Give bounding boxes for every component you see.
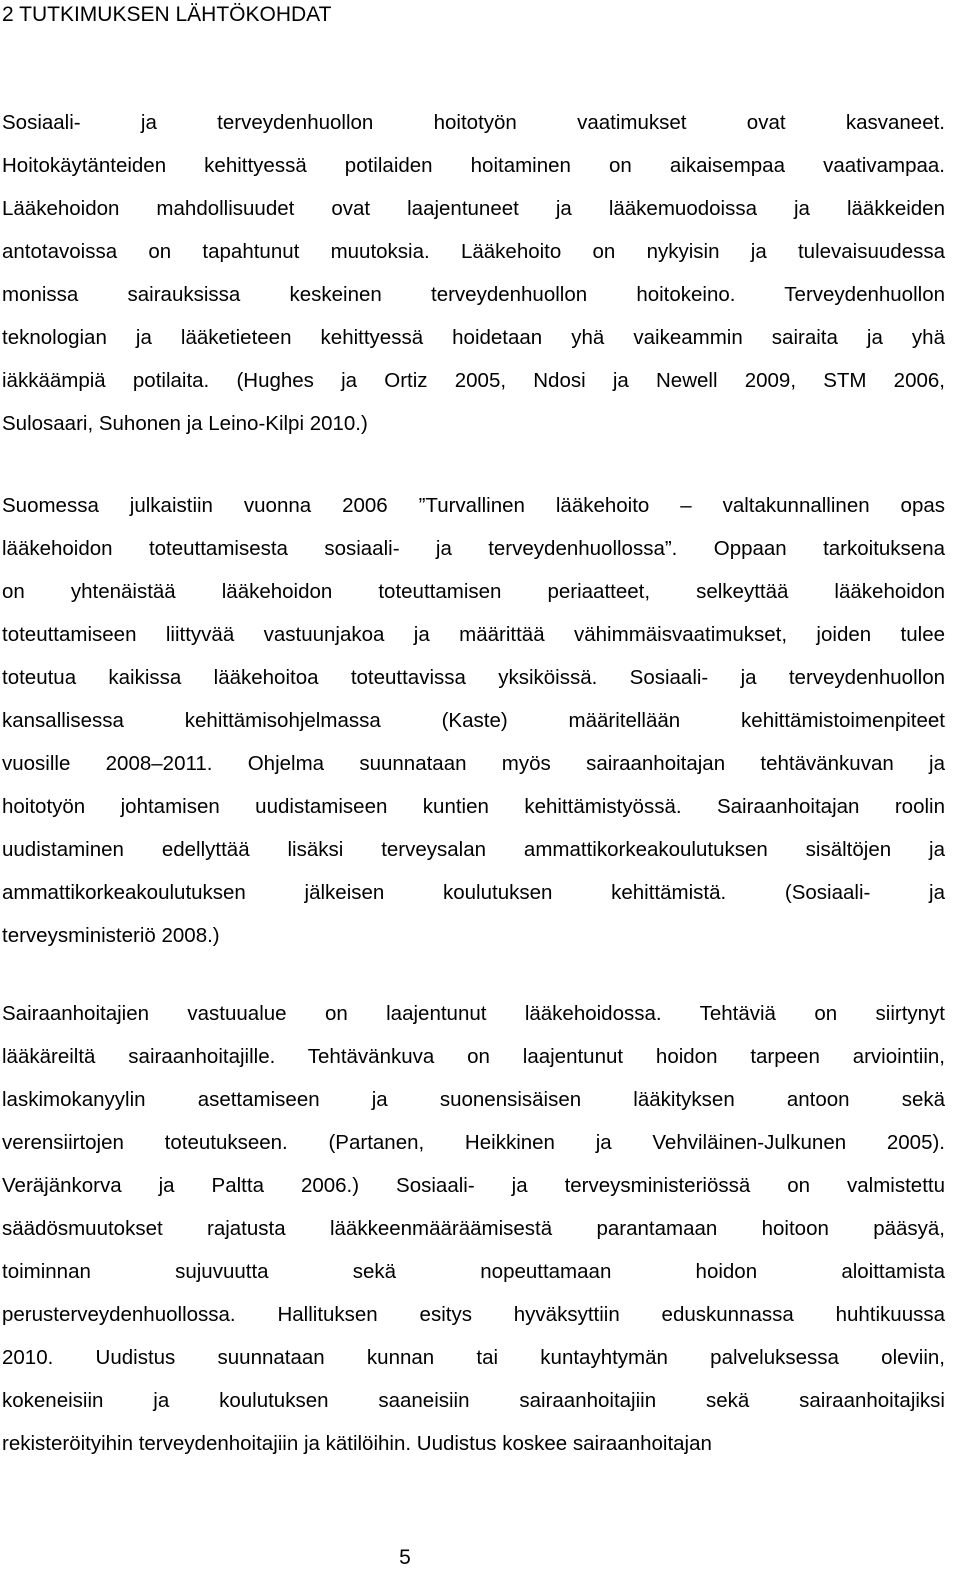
text-line: rekisteröityihin terveydenhoitajiin ja kätilöihin. Uudistus koskee sairaanhoitajan	[2, 1432, 712, 1455]
text-line: kansallisessa kehittämisohjelmassa (Kaste) määritellään kehittämistoimenpiteet	[2, 709, 945, 732]
text-line: toteutua kaikissa lääkehoitoa toteuttavissa yksiköissä. Sosiaali- ja terveydenhuollon	[2, 666, 945, 689]
text-line: kokeneisiin ja koulutuksen saaneisiin sairaanhoitajiin sekä sairaanhoitajiksi	[2, 1389, 945, 1412]
text-line: terveysministeriö 2008.)	[2, 924, 220, 947]
text-line: laskimokanyylin asettamiseen ja suonensisäisen lääkityksen antoon sekä	[2, 1088, 945, 1111]
paragraph-2	[2, 484, 945, 957]
text-line: Sosiaali- ja terveydenhuollon hoitotyön vaatimukset ovat kasvaneet.	[2, 111, 945, 134]
text-line: Sairaanhoitajien vastuualue on laajentunut lääkehoidossa. Tehtäviä on siirtynyt	[2, 1002, 945, 1025]
text-line: lääkäreiltä sairaanhoitajille. Tehtävänkuva on laajentunut hoidon tarpeen arviointiin,	[2, 1045, 945, 1068]
text-line: on yhtenäistää lääkehoidon toteuttamisen periaatteet, selkeyttää lääkehoidon	[2, 580, 945, 603]
text-line: toiminnan sujuvuutta sekä nopeuttamaan hoidon aloittamista	[2, 1260, 945, 1283]
text-line: ammattikorkeakoulutuksen jälkeisen koulutuksen kehittämistä. (Sosiaali- ja	[2, 881, 945, 904]
text-line: säädösmuutokset rajatusta lääkkeenmääräämisestä parantamaan hoitoon pääsyä,	[2, 1217, 945, 1240]
text-line: teknologian ja lääketieteen kehittyessä hoidetaan yhä vaikeammin sairaita ja yhä	[2, 326, 945, 349]
text-line: monissa sairauksissa keskeinen terveydenhuollon hoitokeino. Terveydenhuollon	[2, 283, 945, 306]
text-line: antotavoissa on tapahtunut muutoksia. Lääkehoito on nykyisin ja tulevaisuudessa	[2, 240, 945, 263]
page-number: 5	[399, 1546, 411, 1569]
text-line: vuosille 2008–2011. Ohjelma suunnataan myös sairaanhoitajan tehtävänkuvan ja	[2, 752, 945, 775]
text-line: verensiirtojen toteutukseen. (Partanen, Heikkinen ja Vehviläinen-Julkunen 2005).	[2, 1131, 945, 1154]
text-line: iäkkäämpiä potilaita. (Hughes ja Ortiz 2005, Ndosi ja Newell 2009, STM 2006,	[2, 369, 945, 392]
section-heading: 2 TUTKIMUKSEN LÄHTÖKOHDAT	[2, 3, 332, 26]
text-line: Veräjänkorva ja Paltta 2006.) Sosiaali- ja terveysministeriössä on valmistettu	[2, 1174, 945, 1197]
text-line: uudistaminen edellyttää lisäksi terveysalan ammattikorkeakoulutuksen sisältöjen ja	[2, 838, 945, 861]
text-line: 2010. Uudistus suunnataan kunnan tai kuntayhtymän palveluksessa oleviin,	[2, 1346, 945, 1369]
paragraph-1	[2, 101, 945, 445]
text-line: toteuttamiseen liittyvää vastuunjakoa ja määrittää vähimmäisvaatimukset, joiden tulee	[2, 623, 945, 646]
paragraph-3	[2, 992, 945, 1465]
text-line: Suomessa julkaistiin vuonna 2006 ”Turvallinen lääkehoito – valtakunnallinen opas	[2, 494, 945, 517]
text-line: Lääkehoidon mahdollisuudet ovat laajentuneet ja lääkemuodoissa ja lääkkeiden	[2, 197, 945, 220]
text-line: lääkehoidon toteuttamisesta sosiaali- ja terveydenhuollossa”. Oppaan tarkoituksena	[2, 537, 945, 560]
text-line: hoitotyön johtamisen uudistamiseen kuntien kehittämistyössä. Sairaanhoitajan roolin	[2, 795, 945, 818]
text-line: Sulosaari, Suhonen ja Leino-Kilpi 2010.)	[2, 412, 368, 435]
text-line: perusterveydenhuollossa. Hallituksen esitys hyväksyttiin eduskunnassa huhtikuussa	[2, 1303, 945, 1326]
text-line: Hoitokäytänteiden kehittyessä potilaiden hoitaminen on aikaisempaa vaativampaa.	[2, 154, 945, 177]
